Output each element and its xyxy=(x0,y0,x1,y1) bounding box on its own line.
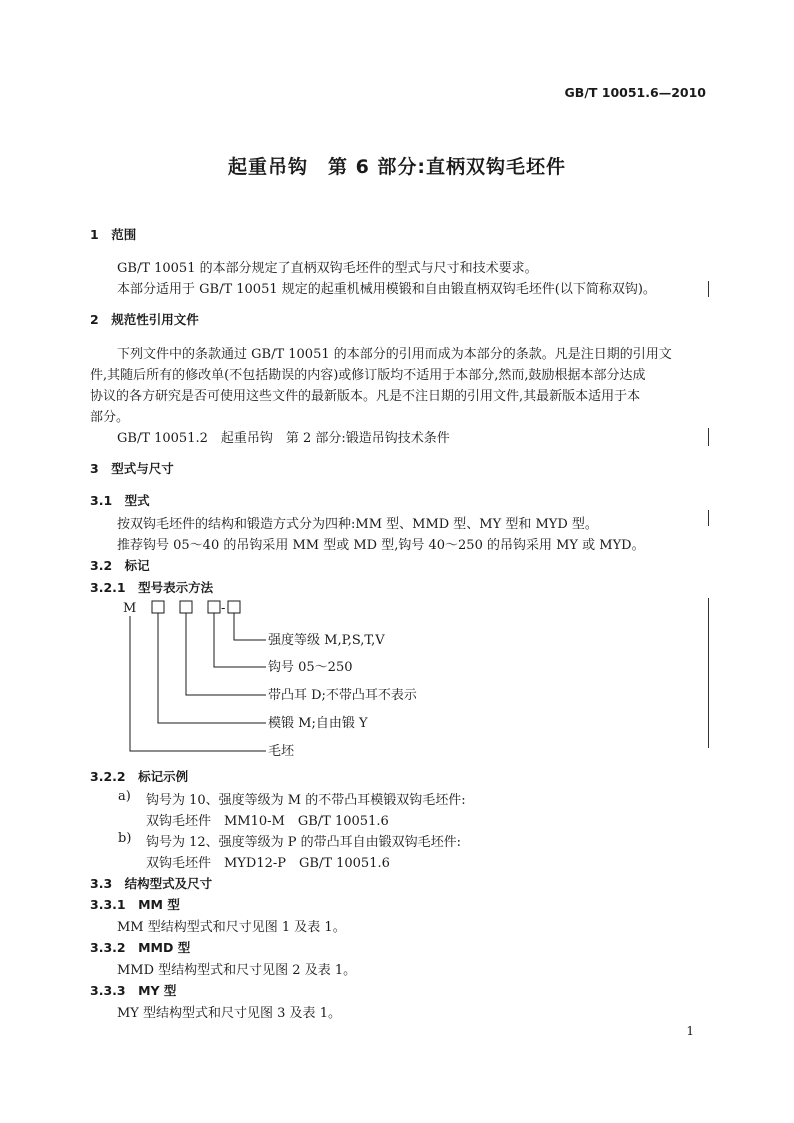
label-strength-grade: 强度等级 M,P,S,T,V xyxy=(268,633,385,648)
page-title: 起重吊钩 第 6 部分:直柄双钩毛坯件 xyxy=(227,156,567,178)
section-3-1-para-2: 推荐钩号 05～40 的吊钩采用 MM 型或 MD 型,钩号 40～250 的吊钩采用 MY 或 MYD。 xyxy=(117,538,645,553)
section-3-3-2-heading: 3.3.2 MMD 型 xyxy=(90,940,191,955)
leader-line xyxy=(158,613,266,723)
label-blank: 毛坯 xyxy=(268,744,295,759)
designation-lines xyxy=(118,596,478,761)
section-3-3-2-para: MMD 型结构型式和尺寸见图 2 及表 1。 xyxy=(117,963,357,978)
example-b-label: b) xyxy=(118,831,132,846)
diagram-prefix: M xyxy=(123,601,137,616)
standard-number: GB/T 10051.6—2010 xyxy=(564,85,706,100)
placeholder-box xyxy=(228,601,240,613)
leader-line xyxy=(130,616,266,751)
revision-bar xyxy=(708,281,709,297)
section-2-heading: 2 规范性引用文件 xyxy=(90,312,199,327)
section-3-heading: 3 型式与尺寸 xyxy=(90,461,174,476)
section-3-3-heading: 3.3 结构型式及尺寸 xyxy=(90,876,213,891)
section-3-2-heading: 3.2 标记 xyxy=(90,558,150,573)
example-a-text: 钩号为 10、强度等级为 M 的不带凸耳模锻双钩毛坯件: xyxy=(146,793,466,808)
example-b-marking: 双钩毛坯件 MYD12-P GB/T 10051.6 xyxy=(146,856,390,871)
label-lug: 带凸耳 D;不带凸耳不表示 xyxy=(268,688,417,703)
revision-bar xyxy=(708,598,709,748)
placeholder-box xyxy=(152,601,164,613)
revision-bar xyxy=(708,428,709,446)
normative-reference: GB/T 10051.2 起重吊钩 第 2 部分:锻造吊钩技术条件 xyxy=(117,431,450,446)
section-3-3-1-heading: 3.3.1 MM 型 xyxy=(90,897,180,912)
example-a-marking: 双钩毛坯件 MM10-M GB/T 10051.6 xyxy=(146,814,389,829)
section-2-line-2: 件,其随后所有的修改单(不包括勘误的内容)或修订版均不适用于本部分,然而,鼓励根据本部分达成 xyxy=(90,368,646,383)
section-3-3-3-para: MY 型结构型式和尺寸见图 3 及表 1。 xyxy=(117,1006,341,1021)
placeholder-box xyxy=(208,601,220,613)
section-2-line-4: 部分。 xyxy=(90,410,130,425)
section-2-line-3: 协议的各方研究是否可使用这些文件的最新版本。凡是不注日期的引用文件,其最新版本适用于本 xyxy=(90,389,641,404)
placeholder-box xyxy=(180,601,192,613)
page-number: 1 xyxy=(686,1024,694,1038)
section-3-2-2-heading: 3.2.2 标记示例 xyxy=(90,769,189,784)
diagram-dash: - xyxy=(221,601,226,616)
section-3-2-1-heading: 3.2.1 型号表示方法 xyxy=(90,580,214,595)
section-3-1-para-1: 按双钩毛坯件的结构和锻造方式分为四种:MM 型、MMD 型、MY 型和 MYD 型。 xyxy=(117,517,598,532)
section-1-para-1: GB/T 10051 的本部分规定了直柄双钩毛坯件的型式与尺寸和技术要求。 xyxy=(117,261,538,276)
label-forging-method: 模锻 M;自由锻 Y xyxy=(268,716,368,731)
section-1-para-2: 本部分适用于 GB/T 10051 规定的起重机械用模锻和自由锻直柄双钩毛坯件(以下简称双钩)。 xyxy=(117,282,656,297)
section-3-3-1-para: MM 型结构型式和尺寸见图 1 及表 1。 xyxy=(117,920,346,935)
leader-line xyxy=(234,613,266,640)
section-3-3-3-heading: 3.3.3 MY 型 xyxy=(90,983,177,998)
example-a-label: a) xyxy=(118,789,131,804)
section-2-line-1: 下列文件中的条款通过 GB/T 10051 的本部分的引用而成为本部分的条款。凡是注日期的引用文 xyxy=(117,347,672,362)
section-3-1-heading: 3.1 型式 xyxy=(90,493,150,508)
revision-bar xyxy=(708,510,709,526)
leader-line xyxy=(186,613,266,695)
example-b-text: 钩号为 12、强度等级为 P 的带凸耳自由锻双钩毛坯件: xyxy=(146,835,462,850)
section-1-heading: 1 范围 xyxy=(90,227,137,242)
label-hook-number: 钩号 05～250 xyxy=(268,660,353,675)
model-designation-diagram xyxy=(118,596,478,761)
